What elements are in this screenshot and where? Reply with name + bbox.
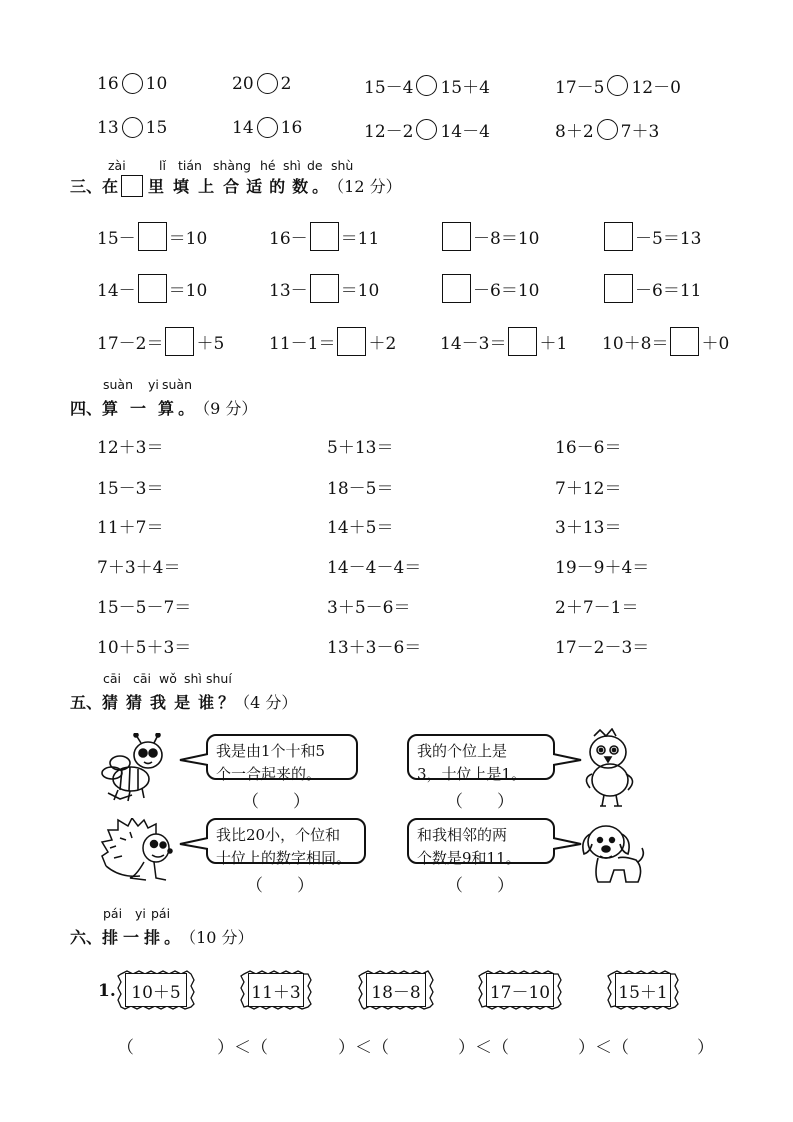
fill-item: [602, 274, 701, 303]
heading-char: 猜: [126, 693, 143, 712]
pinyin: suàn: [103, 377, 134, 392]
answer-box-icon: [121, 175, 143, 197]
pinyin: zài: [108, 158, 126, 173]
heading-char: 算: [102, 399, 119, 418]
heading-char: 排: [102, 928, 119, 947]
compare-left: 12－2: [364, 122, 414, 142]
pinyin: cāi: [103, 671, 122, 686]
fill-item: [97, 222, 207, 251]
hedgehog-icon: [100, 818, 178, 886]
heading-char: 猜: [102, 693, 119, 712]
bubble-tail-icon: [553, 836, 583, 852]
section-heading: [70, 174, 402, 197]
heading-period: 。: [164, 928, 181, 947]
compare-right: 14－4: [440, 122, 490, 142]
answer-circle[interactable]: [416, 75, 437, 96]
number-card: [478, 970, 562, 1010]
bubble-line: 个一合起来的。: [216, 765, 322, 783]
compare-left: 16: [97, 73, 119, 94]
fill-item: [440, 222, 539, 251]
compare-item: [97, 117, 167, 138]
card-expression: 17－10: [486, 973, 554, 1007]
section-number: 四、: [70, 399, 103, 418]
order-paren[interactable]: ）＜（: [338, 1038, 389, 1058]
answer-blank[interactable]: （ ）: [242, 792, 310, 812]
compare-left: 20: [232, 73, 254, 94]
score: （10 分）: [180, 928, 254, 947]
bubble-tail-icon: [178, 752, 208, 768]
pinyin: shuí: [206, 671, 232, 686]
equation-part: ＋5: [196, 334, 225, 354]
heading-char: 适: [246, 177, 263, 196]
bubble-line: 我是由1个十和5: [216, 742, 326, 760]
dog-icon: [580, 818, 648, 888]
heading-char: 合: [223, 177, 240, 196]
calc-item: 13＋3－6＝: [327, 638, 422, 658]
calc-item: 16－6＝: [555, 438, 622, 458]
equation-part: －6＝11: [635, 281, 702, 301]
equation-part: 14－3＝: [440, 334, 507, 354]
bubble-line: 我比20小，个位和: [216, 826, 341, 844]
answer-box[interactable]: [442, 274, 471, 303]
pinyin: suàn: [162, 377, 193, 392]
calc-item: 19－9＋4＝: [555, 558, 650, 578]
compare-left: 14: [232, 117, 254, 138]
equation-part: ＝10: [168, 281, 208, 301]
calc-item: 7＋3＋4＝: [97, 558, 181, 578]
fill-item: [440, 274, 539, 303]
equation-part: －8＝10: [473, 229, 540, 249]
calc-item: 18－5＝: [327, 479, 394, 499]
heading-char: 谁: [198, 693, 215, 712]
answer-circle[interactable]: [416, 119, 437, 140]
answer-box[interactable]: [670, 327, 699, 356]
compare-right: 15: [145, 117, 168, 138]
pinyin: yi: [148, 377, 159, 392]
heading-char: 在: [102, 177, 119, 196]
heading-char: 的: [269, 177, 286, 196]
section-number: 五、: [70, 693, 103, 712]
equation-part: 16－: [269, 229, 308, 249]
heading-char: 一: [123, 928, 140, 947]
calc-item: 3＋5－6＝: [327, 598, 411, 618]
equation-part: 14－: [97, 281, 136, 301]
compare-item: [555, 117, 659, 142]
speech-bubble: [206, 818, 366, 867]
equation-part: ＋2: [368, 334, 397, 354]
answer-box[interactable]: [604, 274, 633, 303]
answer-circle[interactable]: [122, 73, 143, 94]
bubble-line: 个数是9和11。: [417, 849, 521, 867]
compare-item: [364, 117, 490, 142]
pinyin: shì: [184, 671, 202, 686]
compare-right: 2: [280, 73, 292, 94]
section-heading: [70, 396, 257, 419]
heading-char: 里: [148, 177, 165, 196]
equation-part: －6＝10: [473, 281, 540, 301]
fill-item: [269, 274, 379, 303]
bubble-tail-icon: [178, 836, 208, 852]
section-number: 三、: [70, 177, 103, 196]
heading-char: 数: [292, 177, 309, 196]
answer-circle[interactable]: [257, 73, 278, 94]
answer-box[interactable]: [337, 327, 366, 356]
fill-item: [97, 327, 224, 356]
bubble-line: 我的个位上是: [417, 742, 508, 760]
answer-blank[interactable]: （ ）: [446, 876, 514, 896]
answer-circle[interactable]: [122, 117, 143, 138]
calc-item: 14＋5＝: [327, 518, 394, 538]
heading-char: 排: [144, 928, 161, 947]
equation-part: －5＝13: [635, 229, 702, 249]
speech-bubble: [206, 734, 358, 783]
pinyin: lǐ: [159, 158, 166, 173]
bee-icon: [98, 733, 178, 805]
pinyin: tián: [178, 158, 202, 173]
section-heading: [70, 925, 254, 948]
heading-char: 我: [150, 693, 167, 712]
equation-part: ＝10: [340, 281, 380, 301]
answer-circle[interactable]: [597, 119, 618, 140]
equation-part: 13－: [269, 281, 308, 301]
answer-box[interactable]: [165, 327, 194, 356]
fill-item: [269, 327, 396, 356]
fill-item: [440, 327, 567, 356]
order-paren[interactable]: ）＜（: [578, 1038, 629, 1058]
order-paren: ）: [697, 1038, 714, 1058]
heading-char: 上: [198, 177, 215, 196]
speech-bubble: [407, 734, 555, 783]
answer-circle[interactable]: [607, 75, 628, 96]
answer-box[interactable]: [604, 222, 633, 251]
compare-left: 13: [97, 117, 119, 138]
compare-item: [364, 73, 490, 98]
order-paren: （: [117, 1038, 134, 1058]
calc-item: 15－3＝: [97, 479, 164, 499]
score: （12 分）: [328, 177, 402, 196]
pinyin: cāi: [133, 671, 152, 686]
calc-item: 12＋3＝: [97, 438, 164, 458]
answer-box[interactable]: [442, 222, 471, 251]
equation-part: ＝11: [340, 229, 380, 249]
compare-item: [97, 73, 167, 94]
calc-item: 14－4－4＝: [327, 558, 422, 578]
bubble-line: 十位上的数字相同。: [216, 849, 352, 867]
number-card: [358, 970, 434, 1010]
item-number: 1.: [98, 981, 116, 1001]
answer-box[interactable]: [310, 222, 339, 251]
answer-box[interactable]: [138, 274, 167, 303]
fill-item: [602, 327, 729, 356]
number-card: [117, 970, 195, 1010]
heading-char: 一: [130, 399, 147, 418]
compare-left: 8＋2: [555, 122, 594, 142]
equation-part: 17－2＝: [97, 334, 164, 354]
calc-item: 2＋7－1＝: [555, 598, 639, 618]
fill-item: [269, 222, 379, 251]
pinyin: hé: [260, 158, 276, 173]
pinyin: yi: [135, 906, 146, 921]
answer-blank[interactable]: （ ）: [246, 876, 314, 896]
compare-left: 15－4: [364, 78, 414, 98]
answer-blank[interactable]: （ ）: [446, 792, 514, 812]
bird-icon: [572, 728, 646, 810]
compare-right: 7＋3: [620, 122, 660, 142]
speech-bubble: [407, 818, 555, 867]
pinyin: pái: [103, 906, 123, 921]
pinyin: shù: [331, 158, 354, 173]
equation-part: 15－: [97, 229, 136, 249]
compare-right: 16: [280, 117, 303, 138]
calc-item: 5＋13＝: [327, 438, 394, 458]
calc-item: 10＋5＋3＝: [97, 638, 192, 658]
fill-item: [602, 222, 701, 251]
order-paren[interactable]: ）＜（: [458, 1038, 509, 1058]
calc-item: 11＋7＝: [97, 518, 164, 538]
score: （9 分）: [194, 399, 258, 418]
score: （4 分）: [234, 693, 298, 712]
compare-left: 17－5: [555, 78, 605, 98]
heading-char: 是: [174, 693, 191, 712]
calc-item: 17－2－3＝: [555, 638, 650, 658]
pinyin: pái: [151, 906, 171, 921]
compare-item: [555, 73, 681, 98]
compare-right: 12－0: [631, 78, 681, 98]
equation-part: ＝10: [168, 229, 208, 249]
calc-item: 3＋13＝: [555, 518, 622, 538]
heading-period: 。: [312, 177, 329, 196]
pinyin: de: [307, 158, 323, 173]
card-expression: 11＋3: [248, 973, 304, 1007]
calc-item: 15－5－7＝: [97, 598, 192, 618]
answer-box[interactable]: [138, 222, 167, 251]
pinyin: wǒ: [159, 671, 177, 686]
order-paren[interactable]: ）＜（: [217, 1038, 268, 1058]
pinyin: shì: [283, 158, 301, 173]
section-number: 六、: [70, 928, 103, 947]
equation-part: ＋0: [701, 334, 730, 354]
heading-period: ？: [218, 693, 235, 712]
answer-box[interactable]: [310, 274, 339, 303]
equation-part: ＋1: [539, 334, 568, 354]
answer-box[interactable]: [508, 327, 537, 356]
compare-item: [232, 73, 291, 94]
card-expression: 10＋5: [125, 973, 187, 1007]
heading-period: 。: [178, 399, 195, 418]
heading-char: 填: [173, 177, 190, 196]
bubble-line: 3，十位上是1。: [417, 765, 527, 783]
compare-right: 15＋4: [440, 78, 490, 98]
compare-item: [232, 117, 302, 138]
pinyin: shàng: [213, 158, 251, 173]
heading-char: 算: [158, 399, 175, 418]
calc-item: 7＋12＝: [555, 479, 622, 499]
card-expression: 18－8: [366, 973, 426, 1007]
card-expression: 15＋1: [615, 973, 671, 1007]
compare-right: 10: [145, 73, 168, 94]
number-card: [240, 970, 312, 1010]
number-card: [607, 970, 679, 1010]
section-heading: [70, 690, 297, 713]
bubble-line: 和我相邻的两: [417, 826, 508, 844]
equation-part: 10＋8＝: [602, 334, 669, 354]
answer-circle[interactable]: [257, 117, 278, 138]
fill-item: [97, 274, 207, 303]
equation-part: 11－1＝: [269, 334, 336, 354]
